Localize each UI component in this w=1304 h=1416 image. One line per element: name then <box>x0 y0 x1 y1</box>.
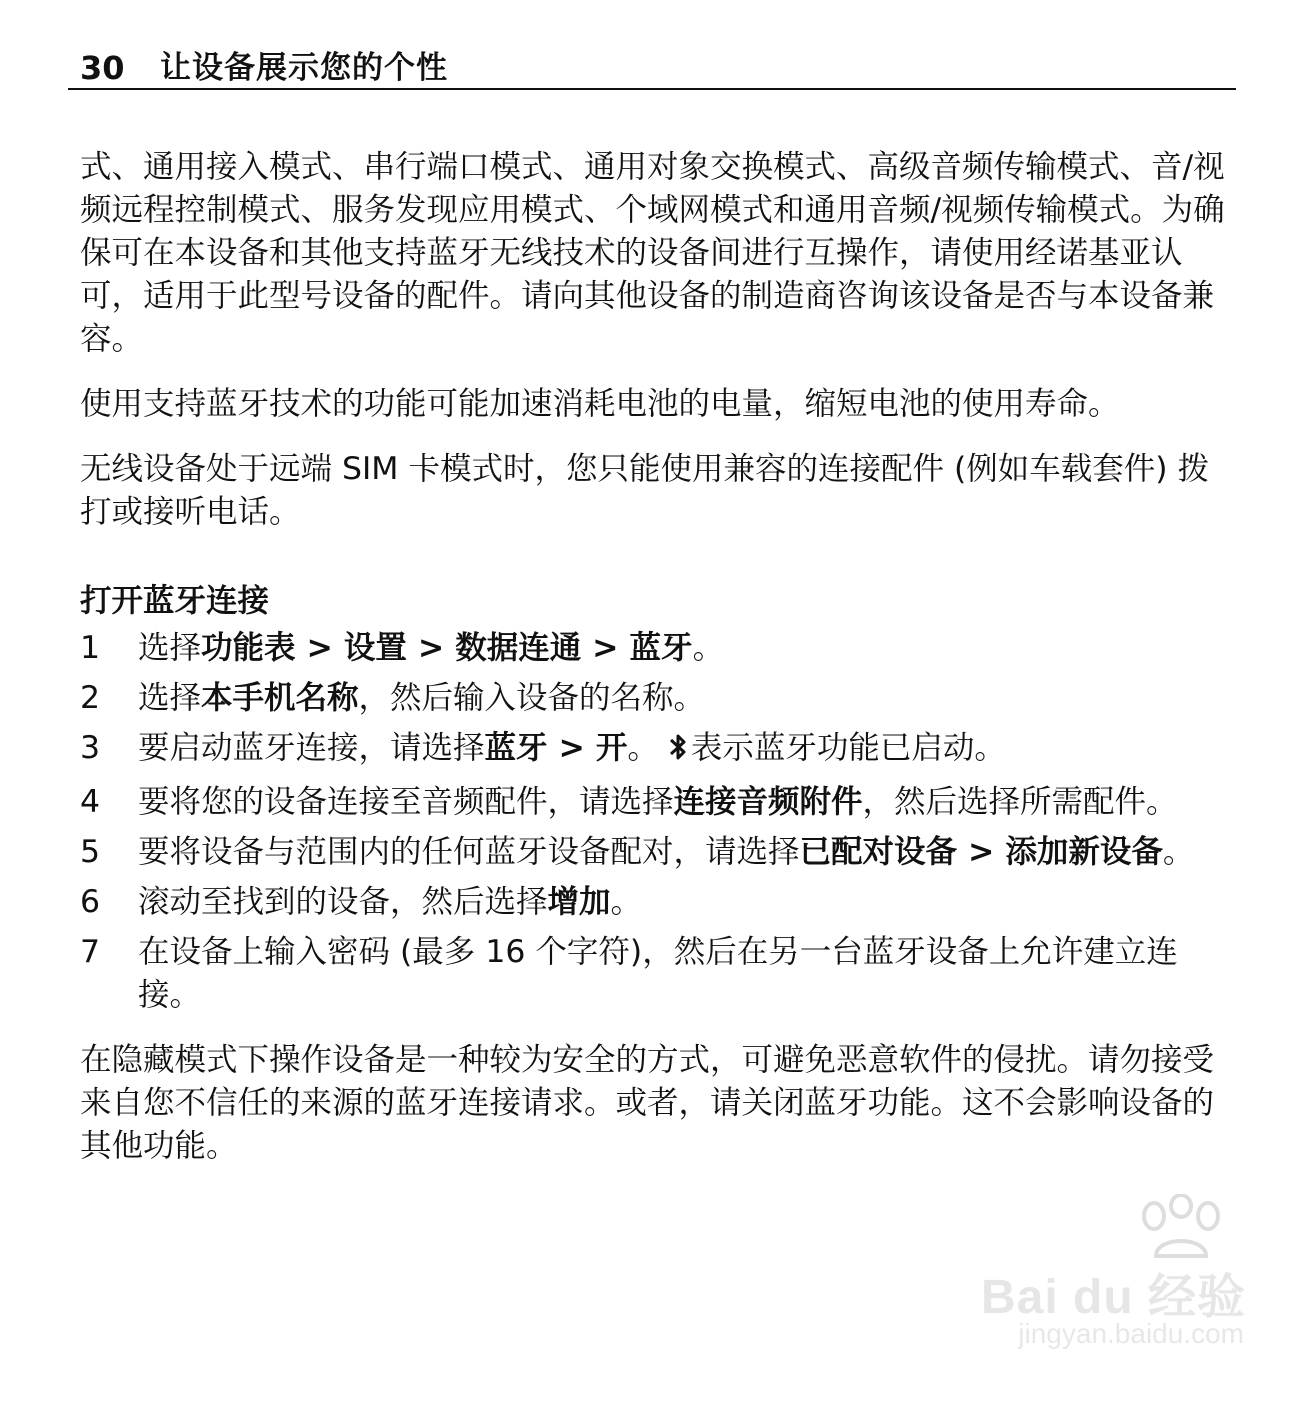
list-item <box>80 627 1230 670</box>
list-item <box>80 831 1230 874</box>
step-text: 要将设备与范围内的任何蓝牙设备配对，请选择已配对设备 > 添加新设备。 <box>138 834 1195 870</box>
page-header <box>68 46 1236 90</box>
menu-path-item: 蓝牙 <box>484 730 548 766</box>
page-title: 让设备展示您的个性 <box>160 50 448 86</box>
menu-path-item: 蓝牙 <box>629 630 693 666</box>
menu-path-item: 数据连通 <box>455 630 582 666</box>
watermark <box>946 1194 1246 1364</box>
list-item <box>80 781 1230 824</box>
step-number: 6 <box>80 884 101 920</box>
watermark-url: jingyan.baidu.com <box>1018 1318 1244 1349</box>
menu-path-item: 已配对设备 <box>799 834 958 870</box>
step-number: 1 <box>80 630 101 666</box>
step-text: 滚动至找到的设备，然后选择增加。 <box>138 884 643 920</box>
step-number: 7 <box>80 934 101 970</box>
list-item <box>80 881 1230 924</box>
step-text: 选择本手机名称，然后输入设备的名称。 <box>138 680 706 716</box>
menu-path-item: 设置 <box>343 630 407 666</box>
menu-path-item: 开 <box>595 730 628 766</box>
paragraph-profiles: 式、通用接入模式、串行端口模式、通用对象交换模式、高级音频传输模式、音/视频远程控制模式、服务发现应用模式、个域网模式和通用音频/视频传输模式。为确保可在本设备和其他支持蓝牙无线技术的设备间进行互操作，请使用经诺基亚认可，适用于此型号设备的配件。请向其他设备的制造商咨询该设备是否与本设备兼容。 <box>80 149 1225 357</box>
steps-list <box>80 627 1230 1017</box>
watermark-brand: Bai du 经验 <box>980 1271 1246 1324</box>
paragraph-hidden-mode: 在隐藏模式下操作设备是一种较为安全的方式，可避免恶意软件的侵扰。请勿接受来自您不信任的来源的蓝牙连接请求。或者，请关闭蓝牙功能。这不会影响设备的其他功能。 <box>80 1042 1215 1164</box>
bluetooth-icon <box>667 731 689 774</box>
menu-path-item: 本手机名称 <box>201 680 359 716</box>
menu-path-item: 增加 <box>547 884 611 920</box>
step-text: 要将您的设备连接至音频配件，请选择连接音频附件，然后选择所需配件。 <box>138 784 1178 820</box>
step-number: 5 <box>80 834 101 870</box>
step-text: 要启动蓝牙连接，请选择蓝牙 > 开。 表示蓝牙功能已启动。 <box>138 727 1230 774</box>
step-text: 在设备上输入密码 (最多 16 个字符)，然后在另一台蓝牙设备上允许建立连接。 <box>138 934 1178 1013</box>
step-number: 4 <box>80 784 101 820</box>
menu-path-item: 连接音频附件 <box>673 784 863 820</box>
section-heading: 打开蓝牙连接 <box>80 583 270 619</box>
page-content <box>80 146 1230 1190</box>
step-number: 2 <box>80 680 101 716</box>
list-item <box>80 931 1230 1017</box>
paw-icon <box>1126 1194 1236 1268</box>
menu-path-item: 添加新设备 <box>1005 834 1163 870</box>
step-text: 选择功能表 > 设置 > 数据连通 > 蓝牙。 <box>138 630 725 666</box>
list-item <box>80 677 1230 720</box>
list-item <box>80 727 1230 774</box>
menu-path-item: 功能表 <box>201 630 296 666</box>
paragraph-battery: 使用支持蓝牙技术的功能可能加速消耗电池的电量，缩短电池的使用寿命。 <box>80 386 1120 422</box>
step-number: 3 <box>80 730 101 766</box>
page-number: 30 <box>80 49 125 87</box>
paragraph-sim-mode: 无线设备处于远端 SIM 卡模式时，您只能使用兼容的连接配件 (例如车载套件) 拨打或接听电话。 <box>80 451 1210 530</box>
